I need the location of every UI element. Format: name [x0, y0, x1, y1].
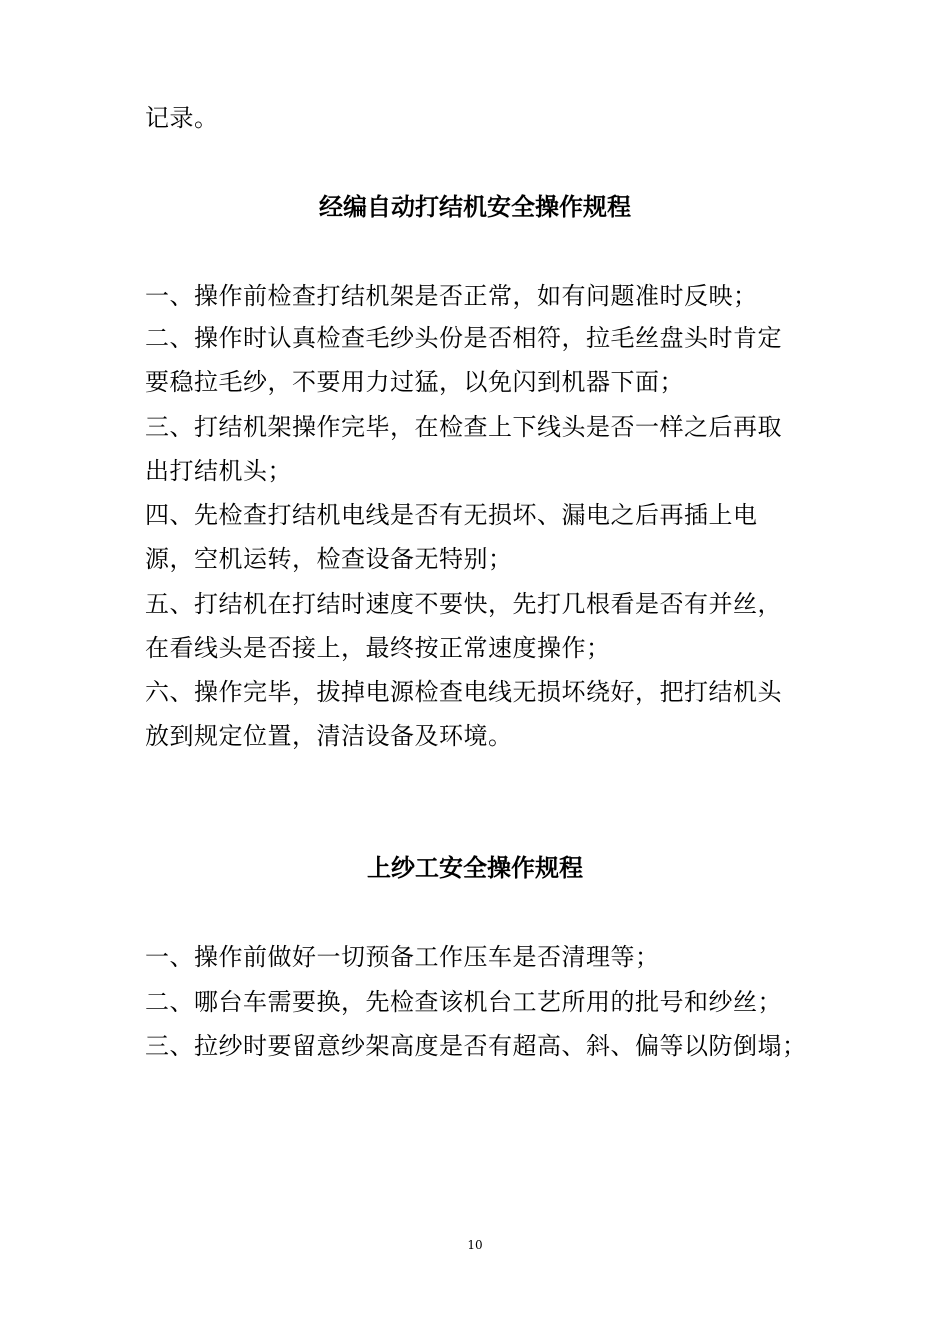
paragraph-line: 在看线头是否接上，最终按正常速度操作；: [145, 634, 611, 662]
paragraph-line: 要稳拉毛纱，不要用力过猛，以免闪到机器下面；: [145, 368, 684, 396]
section-title-yarn-loader: 上纱工安全操作规程: [367, 853, 583, 882]
paragraph-line: 放到规定位置，清洁设备及环境。: [145, 722, 513, 750]
section-title-knotting-machine: 经编自动打结机安全操作规程: [319, 192, 631, 221]
paragraph-line: 出打结机头；: [145, 457, 292, 485]
paragraph-line: 一、操作前做好一切预备工作压车是否清理等；: [145, 943, 660, 971]
paragraph-line: 源，空机运转，检查设备无特别；: [145, 545, 513, 573]
page-number: 10: [467, 1238, 483, 1252]
paragraph-line: 二、哪台车需要换，先检查该机台工艺所用的批号和纱丝；: [145, 988, 782, 1016]
paragraph-line: 一、操作前检查打结机架是否正常，如有问题准时反映；: [145, 282, 758, 310]
paragraph-line: 三、拉纱时要留意纱架高度是否有超高、斜、偏等以防倒塌；: [145, 1032, 807, 1060]
paragraph-line: 五、打结机在打结时速度不要快，先打几根看是否有并丝，: [145, 590, 782, 618]
paragraph-line: 三、打结机架操作完毕，在检查上下线头是否一样之后再取: [145, 413, 782, 441]
paragraph-line: 四、先检查打结机电线是否有无损坏、漏电之后再插上电: [145, 501, 758, 529]
paragraph-line: 二、操作时认真检查毛纱头份是否相符，拉毛丝盘头时肯定: [145, 324, 782, 352]
paragraph-line: 六、操作完毕，拔掉电源检查电线无损坏绕好，把打结机头: [145, 678, 782, 706]
continuation-text: 记录。: [145, 104, 219, 132]
